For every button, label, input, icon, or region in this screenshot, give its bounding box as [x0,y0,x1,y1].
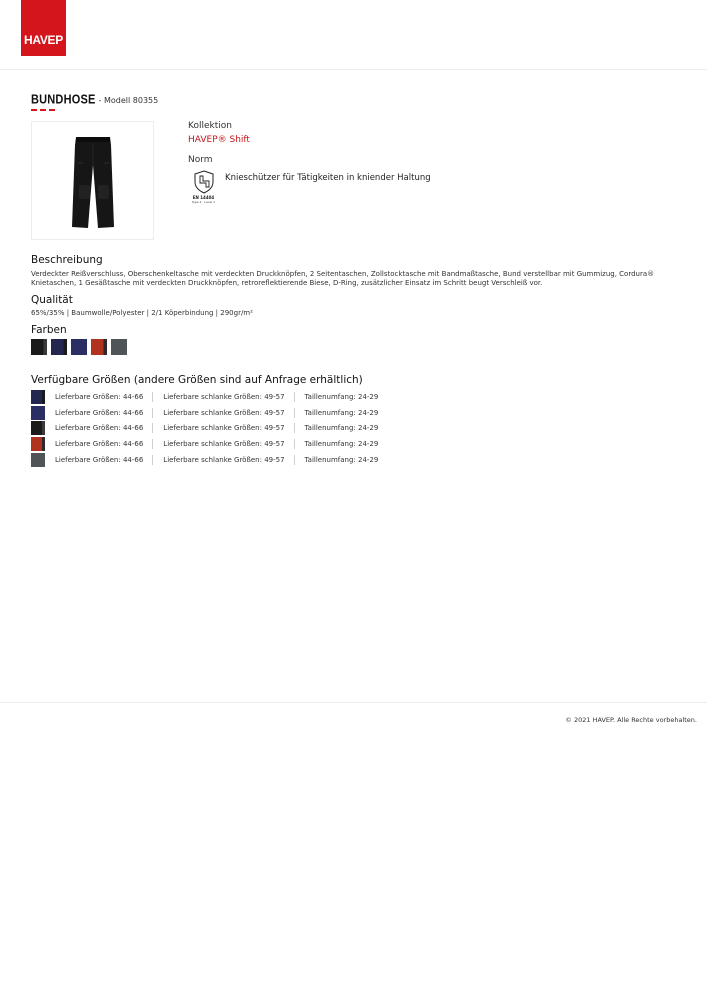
waist-sizes: Taillenumfang: 24-29 [304,455,379,464]
norm-description: Knieschützer für Tätigkeiten in kniender Haltung [225,173,431,183]
product-title [31,94,158,106]
slim-sizes: Lieferbare schlanke Größen: 49-57 [163,408,285,417]
logo-text: HAVEP [24,33,63,47]
page-header [0,0,707,70]
quality-heading: Qualität [31,294,73,306]
collection-label: Kollektion [188,121,232,131]
table-row [31,405,378,421]
norm-level: Type 2 · Level 1 [191,200,216,204]
waist-sizes: Taillenumfang: 24-29 [304,424,379,433]
description-heading: Beschreibung [31,254,103,266]
column-separator [294,392,295,402]
norm-row [188,170,588,210]
column-separator [294,455,295,465]
column-separator [152,392,153,402]
colors-section [31,324,691,355]
sizes-section [31,374,691,386]
slim-sizes: Lieferbare schlanke Größen: 49-57 [163,392,285,401]
column-separator [152,423,153,433]
havep-logo[interactable] [21,0,66,56]
quality-text: 65%/35% | Baumwolle/Polyester | 2/1 Köperbindung | 290gr/m² [31,309,253,317]
quality-section [31,294,691,318]
size-color-swatch [31,453,45,467]
product-image [31,121,154,240]
product-model: - Modell 80355 [98,96,159,105]
slim-sizes: Lieferbare schlanke Größen: 49-57 [163,424,285,433]
column-separator [152,455,153,465]
table-row [31,420,378,436]
description-section [31,254,691,288]
slim-sizes: Lieferbare schlanke Größen: 49-57 [163,439,285,448]
size-color-swatch [31,421,45,435]
table-row [31,389,378,405]
norm-label: Norm [188,155,213,165]
color-swatch[interactable] [91,339,107,355]
table-row [31,452,378,468]
column-separator [294,423,295,433]
table-row [31,436,378,452]
size-color-swatch [31,390,45,404]
colors-heading: Farben [31,324,67,336]
size-color-swatch [31,437,45,451]
sizes-table [31,389,378,467]
sizes-heading: Verfügbare Größen (andere Größen sind auf Anfrage erhältlich) [31,374,363,386]
product-info [188,121,588,210]
column-separator [152,439,153,449]
norm-badge [188,170,219,210]
color-swatch[interactable] [31,339,47,355]
size-color-swatch [31,406,45,420]
slim-sizes: Lieferbare schlanke Größen: 49-57 [163,455,285,464]
waist-sizes: Taillenumfang: 24-29 [304,392,379,401]
column-separator [152,408,153,418]
column-separator [294,408,295,418]
column-separator [294,439,295,449]
color-swatch[interactable] [111,339,127,355]
product-name: BUNDHOSE [31,93,96,107]
color-swatch[interactable] [51,339,67,355]
waist-sizes: Taillenumfang: 24-29 [304,439,379,448]
copyright-text: © 2021 HAVEP. Alle Rechte vorbehalten. [565,716,697,724]
norm-standard: EN 14404 [192,195,215,200]
regular-sizes: Lieferbare Größen: 44-66 [55,439,144,448]
regular-sizes: Lieferbare Größen: 44-66 [55,424,144,433]
description-text: Verdeckter Reißverschluss, Oberschenkeltasche mit verdeckten Druckknöpfen, 2 Seitentaschen, Zollstocktasche mit Bandmaßtasche, Bund verstellbar mit Gummizug, Cordura® Knietaschen, 1 Gesäßtasche mit verdeckten Druckknöpfen, retroreflektierende Biese, D-Ring, zusätzlicher Einsatz im Schritt beugt Verschleiß vor. [31,270,655,287]
trousers-icon [70,135,116,230]
color-swatches [31,339,691,355]
footer-divider [0,702,707,703]
title-underline [31,109,55,111]
waist-sizes: Taillenumfang: 24-29 [304,408,379,417]
regular-sizes: Lieferbare Größen: 44-66 [55,408,144,417]
knee-pad-icon [193,170,215,194]
regular-sizes: Lieferbare Größen: 44-66 [55,455,144,464]
regular-sizes: Lieferbare Größen: 44-66 [55,392,144,401]
collection-link[interactable]: HAVEP® Shift [188,135,250,145]
color-swatch[interactable] [71,339,87,355]
